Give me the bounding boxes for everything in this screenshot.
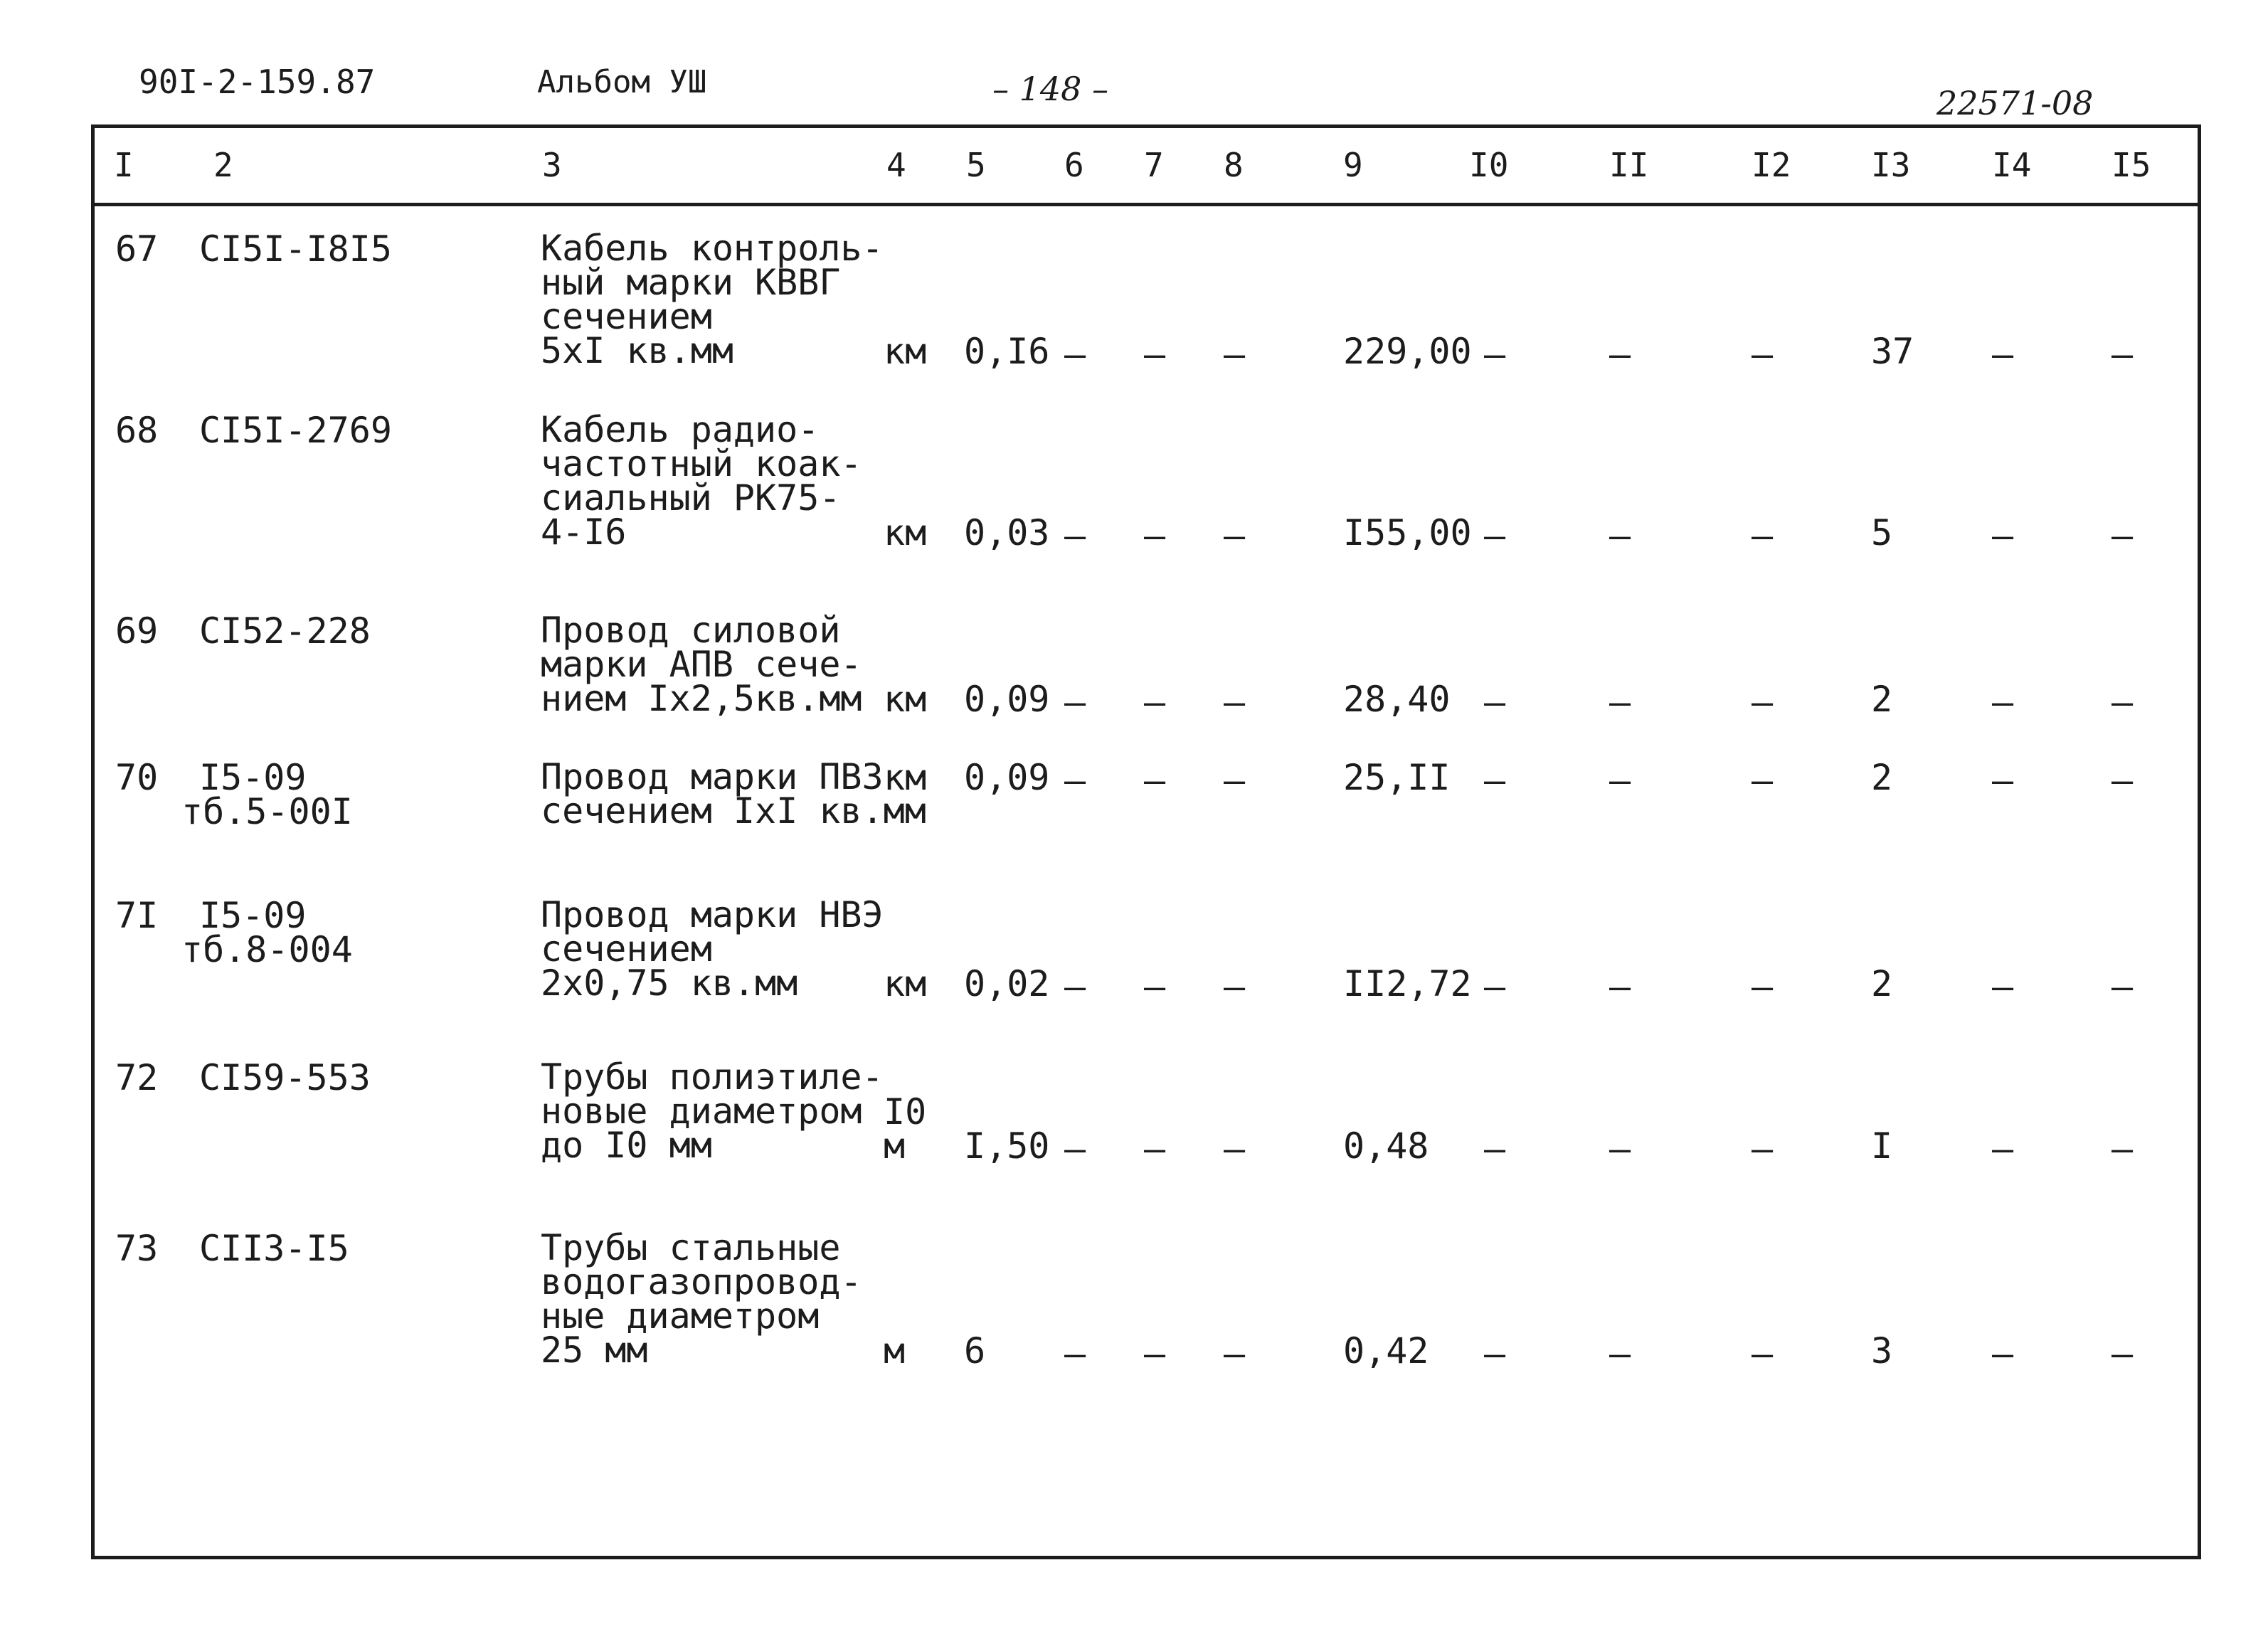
row-number: 7I <box>115 895 159 936</box>
row-col-14: – <box>1992 760 2014 801</box>
row-description: 5хI кв.мм <box>541 330 733 371</box>
row-col-6: – <box>1064 760 1086 801</box>
album-label: Альбом УШ <box>537 64 707 100</box>
row-description: сечением <box>541 296 712 337</box>
row-number: 69 <box>115 610 159 652</box>
row-price: 0,48 <box>1343 1125 1429 1167</box>
row-col-15: – <box>2111 1333 2134 1374</box>
row-quantity: 0,I6 <box>964 331 1050 372</box>
row-unit: км <box>884 512 927 553</box>
row-description: Провод марки ПВЗ <box>541 756 884 797</box>
row-col-12: – <box>1752 515 1774 556</box>
row-description: Кабель радио- <box>541 409 820 450</box>
row-col-10: – <box>1484 760 1506 801</box>
sheet-code: 22571-08 <box>1936 84 2094 122</box>
row-col-11: – <box>1609 681 1631 723</box>
row-col-8: – <box>1224 334 1246 375</box>
row-unit: м <box>884 1125 906 1167</box>
row-number: 72 <box>115 1057 159 1098</box>
row-code: CI52-228 <box>199 610 371 652</box>
column-number-13: I3 <box>1871 146 1911 184</box>
row-col-15: – <box>2111 681 2134 723</box>
row-unit: км <box>884 963 927 1004</box>
row-col-12: – <box>1752 1128 1774 1169</box>
page-number: – 148 – <box>992 70 1109 108</box>
column-number-5: 5 <box>966 146 986 184</box>
row-col-8: – <box>1224 760 1246 801</box>
row-col-13: 5 <box>1871 512 1893 553</box>
column-number-14: I4 <box>1992 146 2032 184</box>
row-col-11: – <box>1609 515 1631 556</box>
row-col-14: – <box>1992 1333 2014 1374</box>
row-col-14: – <box>1992 515 2014 556</box>
row-number: 68 <box>115 410 159 451</box>
row-col-6: – <box>1064 1333 1086 1374</box>
row-col-10: – <box>1484 966 1506 1007</box>
row-quantity: 0,09 <box>964 757 1050 798</box>
row-col-11: – <box>1609 334 1631 375</box>
row-col-11: – <box>1609 1333 1631 1374</box>
row-col-6: – <box>1064 334 1086 375</box>
row-number: 70 <box>115 757 159 798</box>
row-price: I55,00 <box>1343 512 1472 553</box>
row-description: Провод силовой <box>541 610 841 651</box>
row-col-7: – <box>1144 515 1166 556</box>
row-description: 25 мм <box>541 1330 648 1371</box>
row-col-12: – <box>1752 966 1774 1007</box>
row-col-13: 2 <box>1871 963 1893 1004</box>
row-col-14: – <box>1992 1128 2014 1169</box>
column-number-12: I2 <box>1752 146 1791 184</box>
row-col-10: – <box>1484 1128 1506 1169</box>
column-number-2: 2 <box>213 146 233 184</box>
column-number-7: 7 <box>1144 146 1164 184</box>
row-col-14: – <box>1992 334 2014 375</box>
column-number-10: I0 <box>1469 146 1509 184</box>
row-col-6: – <box>1064 1128 1086 1169</box>
row-code: CI5I-2769 <box>199 410 392 451</box>
row-col-8: – <box>1224 1128 1246 1169</box>
row-col-10: – <box>1484 681 1506 723</box>
row-description: марки АПВ сече- <box>541 644 862 685</box>
document-code: 90I-2-159.87 <box>139 63 376 101</box>
row-code: CII3-I5 <box>199 1228 349 1269</box>
row-number: 73 <box>115 1228 159 1269</box>
row-col-6: – <box>1064 681 1086 723</box>
row-quantity: 6 <box>964 1330 986 1372</box>
row-col-8: – <box>1224 515 1246 556</box>
row-code: CI5I-I8I5 <box>199 228 392 270</box>
row-description: сиальный РК75- <box>541 477 841 519</box>
row-col-6: – <box>1064 515 1086 556</box>
row-description: сечением <box>541 928 712 970</box>
row-description: водогазопровод- <box>541 1261 862 1303</box>
row-price: 25,II <box>1343 757 1451 798</box>
column-number-4: 4 <box>886 146 906 184</box>
column-number-8: 8 <box>1224 146 1244 184</box>
header-divider <box>91 203 2201 206</box>
row-code: тб.8-004 <box>181 929 353 970</box>
row-col-13: 2 <box>1871 679 1893 720</box>
row-col-6: – <box>1064 966 1086 1007</box>
row-col-7: – <box>1144 966 1166 1007</box>
column-number-11: II <box>1609 146 1649 184</box>
row-col-11: – <box>1609 760 1631 801</box>
row-col-11: – <box>1609 1128 1631 1169</box>
row-col-13: I <box>1871 1125 1893 1167</box>
row-unit: км <box>884 331 927 372</box>
row-description: сечением IхI кв.мм <box>541 790 926 832</box>
row-description: Кабель контроль- <box>541 228 884 269</box>
row-col-7: – <box>1144 681 1166 723</box>
row-col-8: – <box>1224 1333 1246 1374</box>
row-description: новые диаметром <box>541 1091 862 1132</box>
row-col-12: – <box>1752 681 1774 723</box>
row-col-10: – <box>1484 515 1506 556</box>
row-description: нием Iх2,5кв.мм <box>541 678 862 719</box>
row-code: I5-09 <box>199 895 307 936</box>
row-code: CI59-553 <box>199 1057 371 1098</box>
row-description: Трубы полиэтиле- <box>541 1056 884 1098</box>
row-price: 28,40 <box>1343 679 1451 720</box>
row-quantity: 0,02 <box>964 963 1050 1004</box>
row-col-15: – <box>2111 966 2134 1007</box>
column-number-9: 9 <box>1343 146 1363 184</box>
row-col-15: – <box>2111 334 2134 375</box>
row-price: 0,42 <box>1343 1330 1429 1372</box>
row-col-8: – <box>1224 681 1246 723</box>
row-description: частотный коак- <box>541 443 862 484</box>
row-description: Провод марки НВЭ <box>541 894 884 935</box>
column-number-3: 3 <box>542 146 562 184</box>
row-col-15: – <box>2111 1128 2134 1169</box>
row-price: II2,72 <box>1343 963 1472 1004</box>
row-description: ный марки КВВГ <box>541 262 841 303</box>
row-unit: км <box>884 757 927 798</box>
row-col-10: – <box>1484 1333 1506 1374</box>
row-quantity: 0,03 <box>964 512 1050 553</box>
column-number-6: 6 <box>1064 146 1084 184</box>
row-col-7: – <box>1144 1128 1166 1169</box>
row-col-10: – <box>1484 334 1506 375</box>
row-description: до I0 мм <box>541 1125 712 1166</box>
row-quantity: 0,09 <box>964 679 1050 720</box>
row-col-7: – <box>1144 1333 1166 1374</box>
row-unit: км <box>884 679 927 720</box>
row-description: 2х0,75 кв.мм <box>541 962 798 1004</box>
row-col-15: – <box>2111 515 2134 556</box>
row-col-11: – <box>1609 966 1631 1007</box>
row-col-8: – <box>1224 966 1246 1007</box>
row-col-13: 37 <box>1871 331 1914 372</box>
row-col-14: – <box>1992 681 2014 723</box>
column-number-15: I5 <box>2111 146 2151 184</box>
row-col-7: – <box>1144 334 1166 375</box>
row-col-7: – <box>1144 760 1166 801</box>
row-description: ные диаметром <box>541 1295 820 1337</box>
row-col-12: – <box>1752 1333 1774 1374</box>
row-code: тб.5-00I <box>181 791 353 832</box>
row-quantity: I,50 <box>964 1125 1050 1167</box>
row-col-15: – <box>2111 760 2134 801</box>
row-unit: м <box>884 1330 906 1372</box>
row-col-13: 3 <box>1871 1330 1893 1372</box>
row-code: I5-09 <box>199 757 307 798</box>
row-col-12: – <box>1752 334 1774 375</box>
row-col-12: – <box>1752 760 1774 801</box>
row-col-13: 2 <box>1871 757 1893 798</box>
row-number: 67 <box>115 228 159 270</box>
row-description: Трубы стальные <box>541 1227 841 1268</box>
row-col-14: – <box>1992 966 2014 1007</box>
row-price: 229,00 <box>1343 331 1472 372</box>
column-number-1: I <box>114 146 134 184</box>
row-unit: I0 <box>884 1091 927 1133</box>
row-description: 4-I6 <box>541 511 627 553</box>
